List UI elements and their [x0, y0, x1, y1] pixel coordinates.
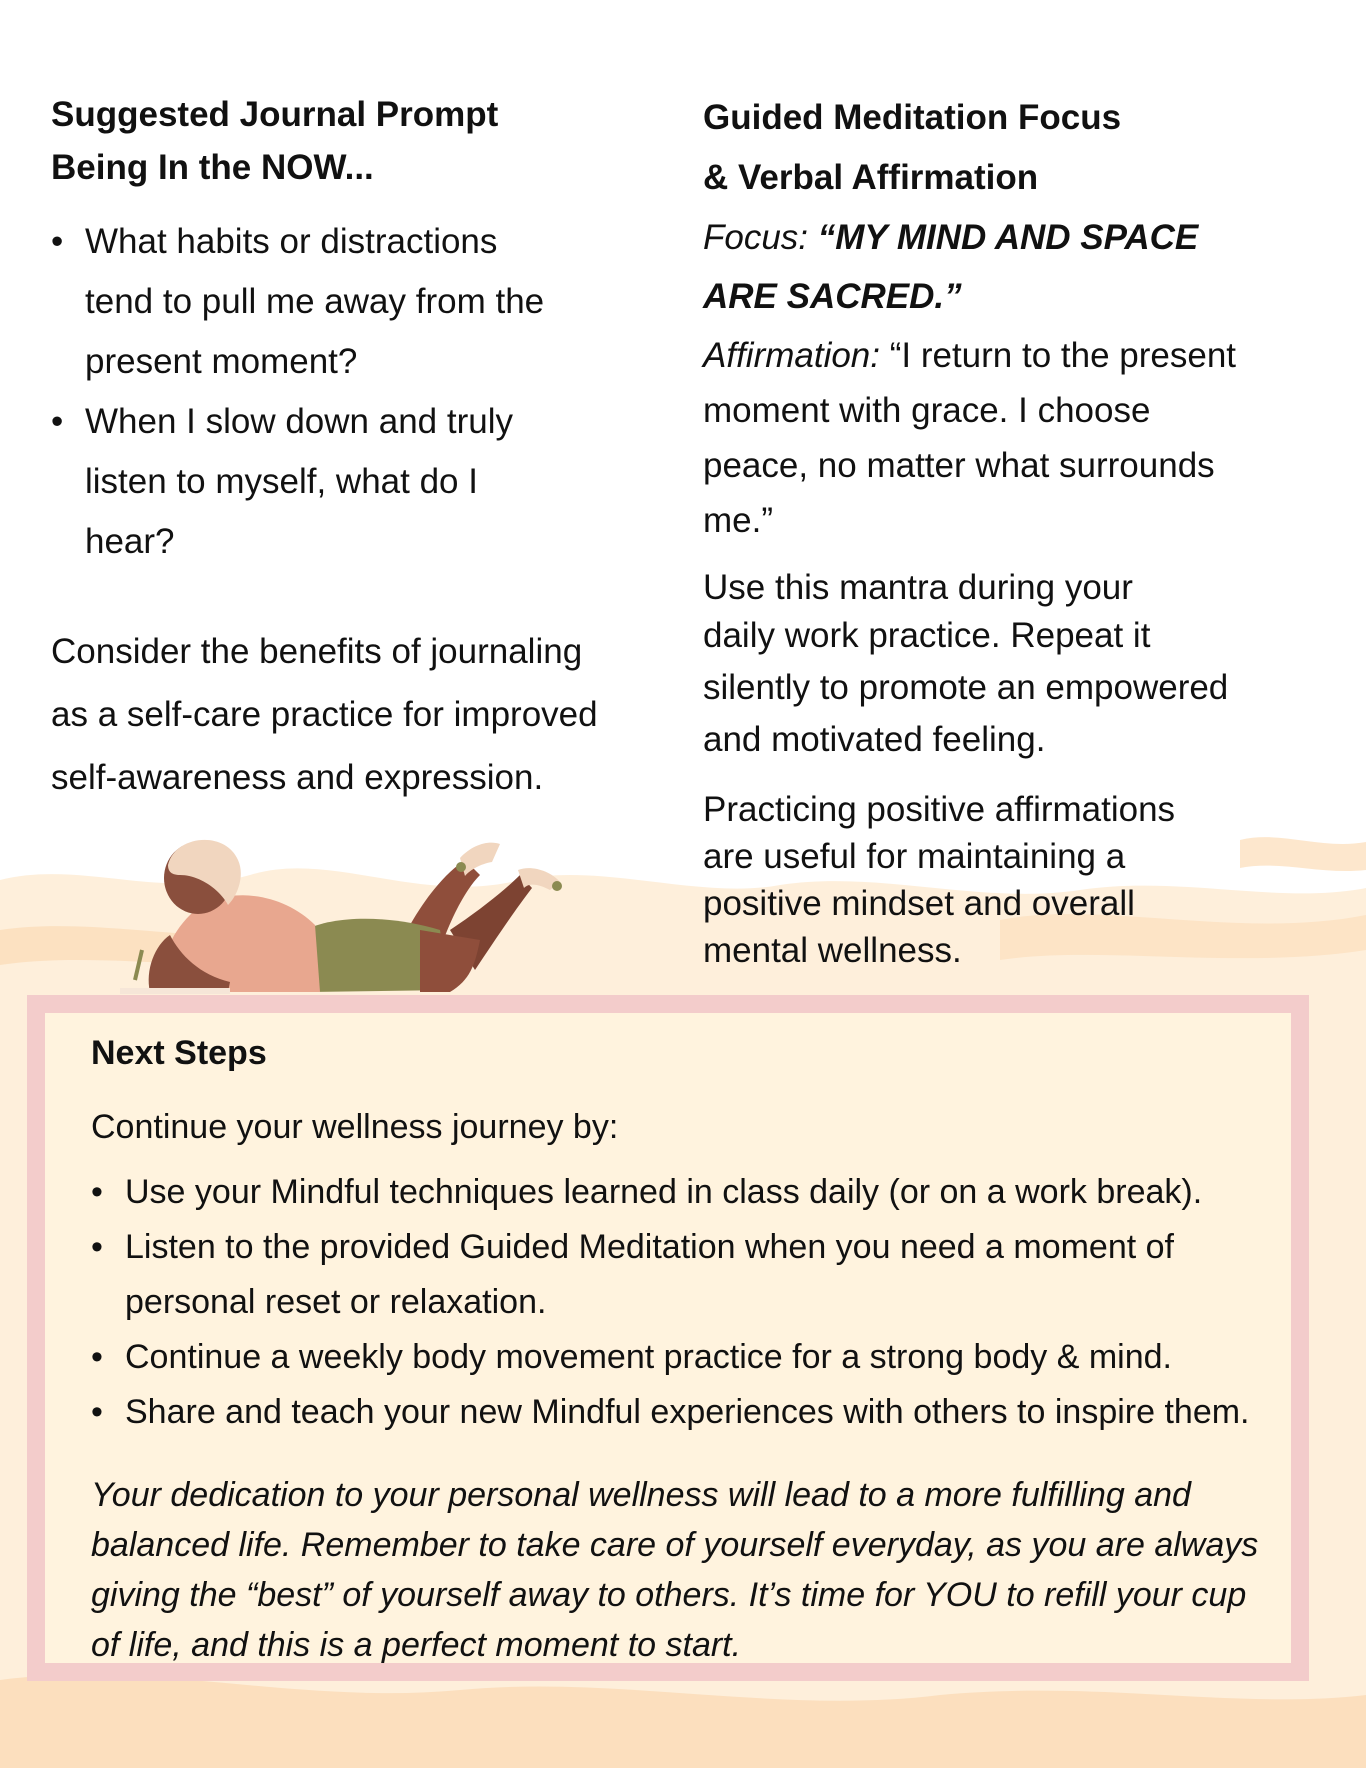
journal-prompt-title: Suggested Journal Prompt Being In the NOW...	[51, 95, 499, 187]
bullet: •	[91, 1228, 103, 1266]
journaling-benefits-text: Consider the benefits of journaling as a self-care practice for improved self-awareness and expression.	[51, 632, 598, 797]
next-steps-box	[27, 995, 1309, 1681]
list-item: • When I slow down and truly listen to myself, what do I hear?	[51, 392, 651, 572]
next-steps-list	[91, 1165, 1311, 1440]
mantra-instructions: Use this mantra during your daily work practice. Repeat it silently to promote an empowered and motivated feeling.	[703, 568, 1229, 759]
bullet: •	[51, 222, 64, 261]
list-item: • What habits or distractions tend to pull me away from the present moment?	[51, 212, 651, 392]
affirmation-text: Affirmation: “I return to the present moment with grace. I choose peace, no matter what surrounds me.”	[703, 336, 1237, 540]
bullet: •	[91, 1338, 103, 1376]
next-steps-intro: Continue your wellness journey by:	[91, 1108, 619, 1146]
meditation-focus-section	[703, 88, 1323, 974]
focus-statement: Focus: “MY MIND AND SPACE ARE SACRED.”	[703, 218, 1199, 316]
journal-prompt-list	[51, 212, 651, 572]
bullet: •	[91, 1173, 103, 1211]
list-item: • Share and teach your new Mindful experiences with others to inspire them.	[91, 1385, 1311, 1440]
next-steps-title: Next Steps	[91, 1034, 267, 1072]
list-item: • Continue a weekly body movement practice for a strong body & mind.	[91, 1330, 1311, 1385]
list-item: • Use your Mindful techniques learned in class daily (or on a work break).	[91, 1165, 1311, 1220]
journal-prompt-section	[51, 88, 651, 809]
list-item: • Listen to the provided Guided Meditation when you need a moment of personal reset or relaxation.	[91, 1220, 1311, 1330]
meditation-title: Guided Meditation Focus & Verbal Affirmation	[703, 98, 1122, 197]
next-steps-content	[91, 1031, 1311, 1670]
affirmation-benefits-text: Practicing positive affirmations are useful for maintaining a positive mindset and overall mental wellness.	[703, 790, 1176, 970]
bullet: •	[91, 1393, 103, 1431]
bullet: •	[51, 402, 64, 441]
closing-message: Your dedication to your personal wellness will lead to a more fulfilling and balanced life. Remember to take care of yourself everyday, as you are always giving the “best” of yourself away to others. It’s time for YOU to refill your cup of life, and this is a perfect moment to start.	[91, 1476, 1259, 1664]
journaling-person-illustration	[120, 830, 580, 1000]
